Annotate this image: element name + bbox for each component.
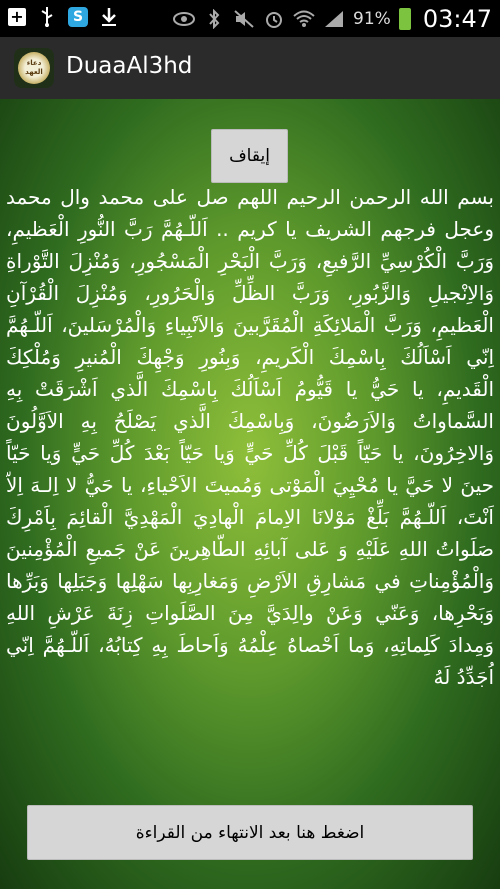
eye-icon [173,8,195,30]
battery-icon [399,8,411,30]
alarm-icon [263,8,285,30]
battery-percent: 91% [353,8,391,29]
bluetooth-icon [203,8,225,30]
action-bar [0,37,500,101]
signal-icon [323,8,345,30]
mute-icon [233,8,255,30]
system-icons [173,0,492,37]
stop-button[interactable]: إيقاف [211,129,288,183]
status-bar [0,0,500,37]
app-logo: دعاء العهد [18,52,50,84]
download-icon [98,6,120,28]
notification-icons [8,6,120,28]
skype-icon: S [68,7,88,27]
app-icon[interactable] [14,48,54,88]
finish-reading-button[interactable]: اضغط هنا بعد الانتهاء من القراءة [27,805,473,860]
wifi-icon [293,8,315,30]
app-title: DuaaAl3hd [66,53,193,79]
dua-text[interactable]: بسم الله الرحمن الرحيم اللهم صل على محمد وال محمد وعجل فرجهم الشريف يا كريم .. اَللّـهُمَّ رَبَّ النُّورِ الْعَظيمِ، وَرَبَّ الْكُرْسِيِّ الرَّفيعِ، وَرَبَّ الْبَحْرِ الْمَسْجُورِ، وَمُنْزِلَ التَّوْراةِ وَالاِنْجيلِ وَالزَّبُورِ، وَرَبَّ الظِّلِّ وَالْحَرُورِ، وَمُنْزِلَ الْقُرْآنِ الْعَظيمِ، وَرَبَّ الْمَلائِكَةِ الْمُقَرَّبينَ وَالاَنْبِياءِ وَالْمُرْسَلينَ، اَللّـهُمَّ اِنّي اَسْاَلُكَ بِاسْمِكَ الْكَريمِ، وَبِنُورِ وَجْهِكَ الْمُنيرِ وَمُلْكِكَ الْقَديمِ، يا حَيُّ يا قَيُّومُ اَسْاَلُكَ بِاسْمِكَ الَّذي اَشْرَقَتْ بِهِ السَّماواتُ وَالاَرَضُونَ، وَبِاسْمِكَ الَّذي يَصْلَحُ بِهِ الاَوَّلُونَ وَالاخِرُونَ، يا حَيّاً قَبْلَ كُلِّ حَيٍّ وَيا حَيّاً بَعْدَ كُلِّ حَيٍّ وَيا حَيّاً حينَ لا حَيَّ يا مُحْيِيَ الْمَوْتى وَمُميتَ الاَحْياءِ، يا حَيُّ لا اِلـهَ اِلاّ اَنْتَ، اَللّـهُمَّ بَلِّغْ مَوْلانَا الاِمامَ الْهادِيَ الْمَهْدِيَّ الْقائِمَ بِاَمْرِكَ صَلَواتُ اللهِ عَلَيْهِ وَ عَلى آبائِهِ الطّاهِرينَ عَنْ جَميعِ الْمُؤْمِنينَ وَالْمُؤْمِناتِ في مَشارِقِ الاَرْضِ وَمَغارِبِها سَهْلِها وَجَبَلِها وَبَرِّها وَبَحْرِها، وَعَنّي وَعَنْ والِدَيَّ مِنَ الصَّلَواتِ زِنَةَ عَرْشِ اللهِ وَمِدادَ كَلِماتِهِ، وَما اَحْصاهُ عِلْمُهُ وَاَحاطَ بِهِ كِتابُهُ، اَللّـهُمَّ اِنّي اُجَدِّدُ لَهُ [6,185,494,689]
add-notification-icon: + [8,8,26,26]
clock: 03:47 [422,4,492,33]
dua-screen [0,99,500,889]
usb-icon [36,6,58,28]
